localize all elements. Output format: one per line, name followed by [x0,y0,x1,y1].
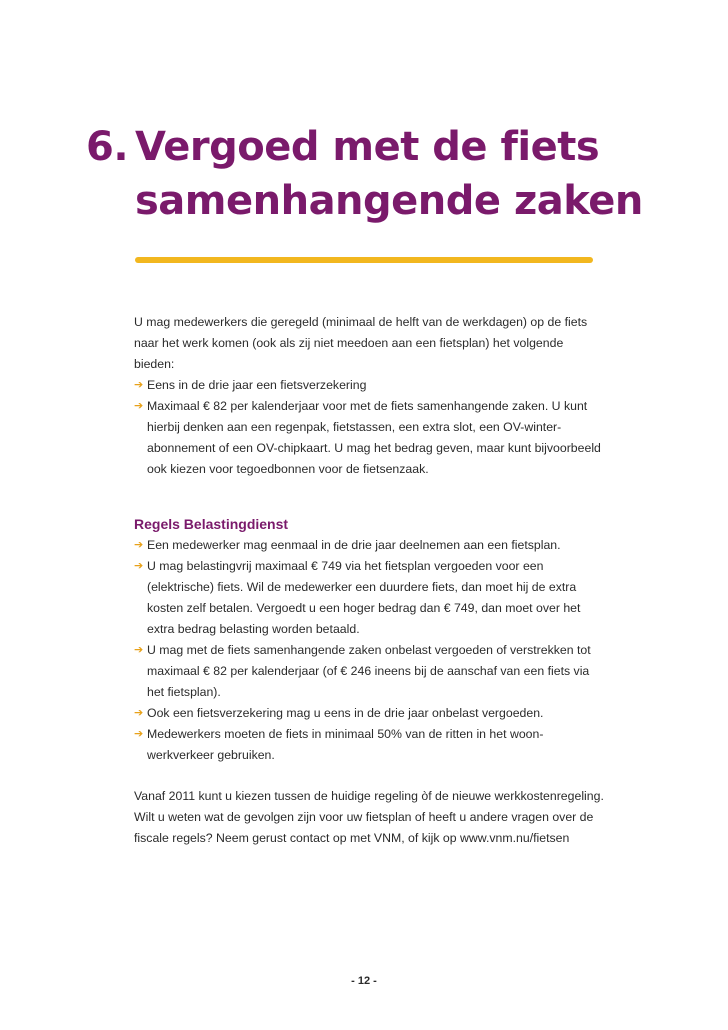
list-item [134,724,604,766]
rules-heading: Regels Belastingdienst [134,516,289,532]
intro-paragraph: U mag medewerkers die geregeld (minimaal de helft van de werkdagen) op de fiets naar het werk komen (ook als zij niet meedoen aan een fietsplan) het volgende bieden: [134,315,588,371]
list-item-text: Eens in de drie jaar een fietsverzekering [147,378,367,392]
list-item-text: Ook een fietsverzekering mag u eens in de drie jaar onbelast vergoeden. [147,706,544,720]
list-item [134,535,604,556]
arrow-right-icon: ➔ [134,379,144,391]
list-item [134,640,604,703]
arrow-right-icon: ➔ [134,644,144,656]
section-number: 6. [86,124,129,170]
arrow-right-icon: ➔ [134,707,144,719]
heading-line-2: samenhangende zaken [135,178,643,224]
list-item-text: Maximaal € 82 per kalenderjaar voor met de fiets samenhangende zaken. U kunt hierbij denken aan een regenpak, fietstassen, een extra slot, een OV-winter-abonnement of een OV-chipkaart. U mag het bedrag geven, maar kunt bijvoorbeeld ook kiezen voor tegoedbonnen voor de fietsenzaak. [147,399,601,476]
list-item [134,556,604,640]
list-item-text: U mag met de fiets samenhangende zaken onbelast vergoeden of verstrekken tot maximaal € 82 per kalenderjaar (of € 246 ineens bij de aanschaf van een fiets via het fietsplan). [147,643,591,699]
heading-divider [135,257,593,263]
page-number: - 12 - [351,975,377,987]
arrow-right-icon: ➔ [134,539,144,551]
list-item-text: Medewerkers moeten de fiets in minimaal 50% van de ritten in het woon-werkverkeer gebruiken. [147,727,544,762]
arrow-right-icon: ➔ [134,400,144,412]
benefits-list [134,375,604,480]
list-item [134,375,604,396]
arrow-right-icon: ➔ [134,560,144,572]
closing-paragraph: Vanaf 2011 kunt u kiezen tussen de huidige regeling òf de nieuwe werkkostenregeling. Wilt u weten wat de gevolgen zijn voor uw fietsplan of heeft u andere vragen over de fiscale regels? Neem gerust contact op met VNM, of kijk op www.vnm.nu/fietsen [134,789,604,845]
list-item-text: U mag belastingvrij maximaal € 749 via het fietsplan vergoeden voor een (elektrische) fiets. Wil de medewerker een duurdere fiets, dan moet hij de extra kosten zelf betalen. Vergoedt u een hoger bedrag dan € 749, dan moet over het extra bedrag belasting worden betaald. [147,559,581,636]
page-heading [86,120,643,228]
arrow-right-icon: ➔ [134,728,144,740]
rules-list [134,535,604,766]
list-item [134,396,604,480]
list-item-text: Een medewerker mag eenmaal in de drie jaar deelnemen aan een fietsplan. [147,538,561,552]
body-content [134,312,604,849]
heading-line-1: Vergoed met de fiets [135,124,600,170]
list-item [134,703,604,724]
